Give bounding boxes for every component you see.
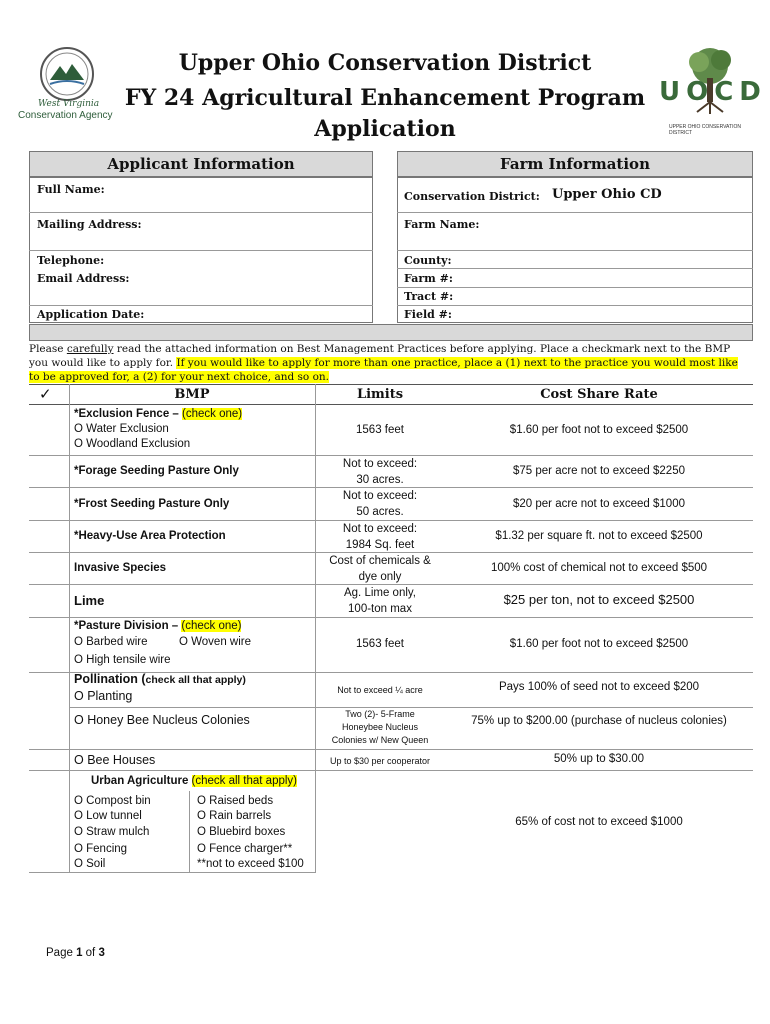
frost-seeding-limit: Not to exceed: 50 acres.: [342, 490, 418, 518]
application-date-field[interactable]: Application Date:: [37, 308, 145, 321]
honey-bee-nucleus-option[interactable]: O Honey Bee Nucleus Colonies: [74, 713, 250, 727]
barbed-wire-option[interactable]: O Barbed wire: [74, 636, 148, 648]
conservation-district-value: Upper Ohio CD: [552, 187, 662, 202]
bee-houses-rate: 50% up to $30.00: [553, 753, 645, 765]
lime-rate: $25 per ton, not to exceed $2500: [503, 592, 695, 607]
bluebird-boxes-option[interactable]: O Bluebird boxes: [197, 826, 286, 838]
pollination-limit: Not to exceed ¼ acre: [337, 685, 423, 695]
limits-column-header: Limits: [356, 387, 404, 402]
conservation-district-label: Conservation District:: [404, 190, 540, 203]
pasture-division-label: *Pasture Division – (check one): [74, 620, 242, 632]
forage-seeding-limit: Not to exceed: 30 acres.: [342, 458, 418, 486]
soil-option[interactable]: O Soil: [74, 858, 106, 870]
county-field[interactable]: County:: [404, 254, 452, 267]
woodland-exclusion-option[interactable]: O Woodland Exclusion: [74, 438, 191, 450]
mailing-address-field[interactable]: Mailing Address:: [37, 218, 142, 231]
frost-seeding-label: *Frost Seeding Pasture Only: [74, 498, 230, 510]
page-number: Page 1 of 3: [46, 947, 105, 959]
page-title-line1: Upper Ohio Conservation District: [178, 50, 592, 76]
high-tensile-wire-option[interactable]: O High tensile wire: [74, 654, 171, 666]
wv-logo-line1: West Virginia: [38, 99, 100, 109]
email-field[interactable]: Email Address:: [37, 272, 130, 285]
raised-beds-option[interactable]: O Raised beds: [197, 795, 274, 807]
field-number-field[interactable]: Field #:: [404, 308, 452, 321]
uocd-logo-text: UOCD: [659, 77, 767, 107]
cost-share-column-header: Cost Share Rate: [540, 387, 658, 402]
frost-seeding-rate: $20 per acre not to exceed $1000: [513, 498, 685, 510]
pasture-division-limit: 1563 feet: [356, 638, 404, 650]
lime-label: Lime: [74, 593, 105, 608]
urban-agriculture-label: Urban Agriculture (check all that apply): [91, 775, 297, 787]
woven-wire-option[interactable]: O Woven wire: [179, 636, 252, 648]
heavy-use-area-rate: $1.32 per square ft. not to exceed $2500: [495, 530, 703, 542]
forage-seeding-label: *Forage Seeding Pasture Only: [74, 465, 239, 477]
fence-charger-option[interactable]: O Fence charger**: [197, 843, 293, 855]
farm-info-header: Farm Information: [397, 151, 753, 177]
check-column-header: ✓: [39, 385, 52, 403]
urban-agriculture-rate: 65% of cost not to exceed $1000: [515, 816, 683, 828]
compost-bin-option[interactable]: O Compost bin: [74, 795, 151, 807]
section-divider-band: [29, 324, 753, 341]
forage-seeding-rate: $75 per acre not to exceed $2250: [513, 465, 685, 477]
honey-bee-limit: Two (2)- 5-Frame Honeybee Nucleus Colonies w/ New Queen: [331, 709, 429, 745]
page-title-line3: Application: [314, 116, 456, 142]
invasive-species-limit: Cost of chemicals & dye only: [329, 555, 431, 583]
pollination-rate: Pays 100% of seed not to exceed $200: [498, 681, 700, 693]
rain-barrels-option[interactable]: O Rain barrels: [197, 810, 272, 822]
page-title-line2: FY 24 Agricultural Enhancement Program: [124, 85, 646, 111]
tract-number-field[interactable]: Tract #:: [404, 290, 454, 303]
invasive-species-label: Invasive Species: [74, 562, 167, 574]
bmp-column-header: BMP: [174, 387, 210, 402]
pollination-label: Pollination (check all that apply): [74, 672, 246, 686]
lime-limit: Ag. Lime only, 100-ton max: [343, 587, 416, 615]
wv-logo-line2: Conservation Agency: [18, 110, 113, 121]
straw-mulch-option[interactable]: O Straw mulch: [74, 826, 150, 838]
telephone-field[interactable]: Telephone:: [37, 254, 105, 267]
applicant-info-header: Applicant Information: [29, 151, 373, 177]
heavy-use-area-label: *Heavy-Use Area Protection: [74, 530, 226, 542]
full-name-field[interactable]: Full Name:: [37, 183, 105, 196]
low-tunnel-option[interactable]: O Low tunnel: [74, 810, 142, 822]
fencing-option[interactable]: O Fencing: [74, 843, 128, 855]
bee-houses-limit: Up to $30 per cooperator: [329, 756, 431, 766]
exclusion-fence-rate: $1.60 per foot not to exceed $2500: [509, 424, 689, 436]
uocd-logo-subtitle: UPPER OHIO CONSERVATION DISTRICT: [669, 124, 741, 136]
pasture-division-rate: $1.60 per foot not to exceed $2500: [509, 638, 689, 650]
water-exclusion-option[interactable]: O Water Exclusion: [74, 423, 169, 435]
instructions-text: Please carefully read the attached information on Best Management Practices before applying. Place a checkmark next to the BMP you would like to apply for. If you would like to apply for more than one practice, place a (1) next to the practice you would most like to be approved for, a (2) for your next choice, and so on.: [29, 343, 738, 383]
honey-bee-rate: 75% up to $200.00 (purchase of nucleus colonies): [471, 715, 727, 727]
invasive-species-rate: 100% cost of chemical not to exceed $500: [490, 562, 708, 574]
farm-name-field[interactable]: Farm Name:: [404, 218, 480, 231]
fence-charger-note: **not to exceed $100: [197, 858, 304, 870]
exclusion-fence-limit: 1563 feet: [356, 424, 404, 436]
farm-number-field[interactable]: Farm #:: [404, 272, 453, 285]
planting-option[interactable]: O Planting: [74, 689, 133, 703]
exclusion-fence-label: *Exclusion Fence – (check one): [74, 408, 243, 420]
bee-houses-option[interactable]: O Bee Houses: [74, 753, 156, 767]
bmp-table: [29, 384, 753, 873]
heavy-use-area-limit: Not to exceed: 1984 Sq. feet: [342, 523, 418, 551]
